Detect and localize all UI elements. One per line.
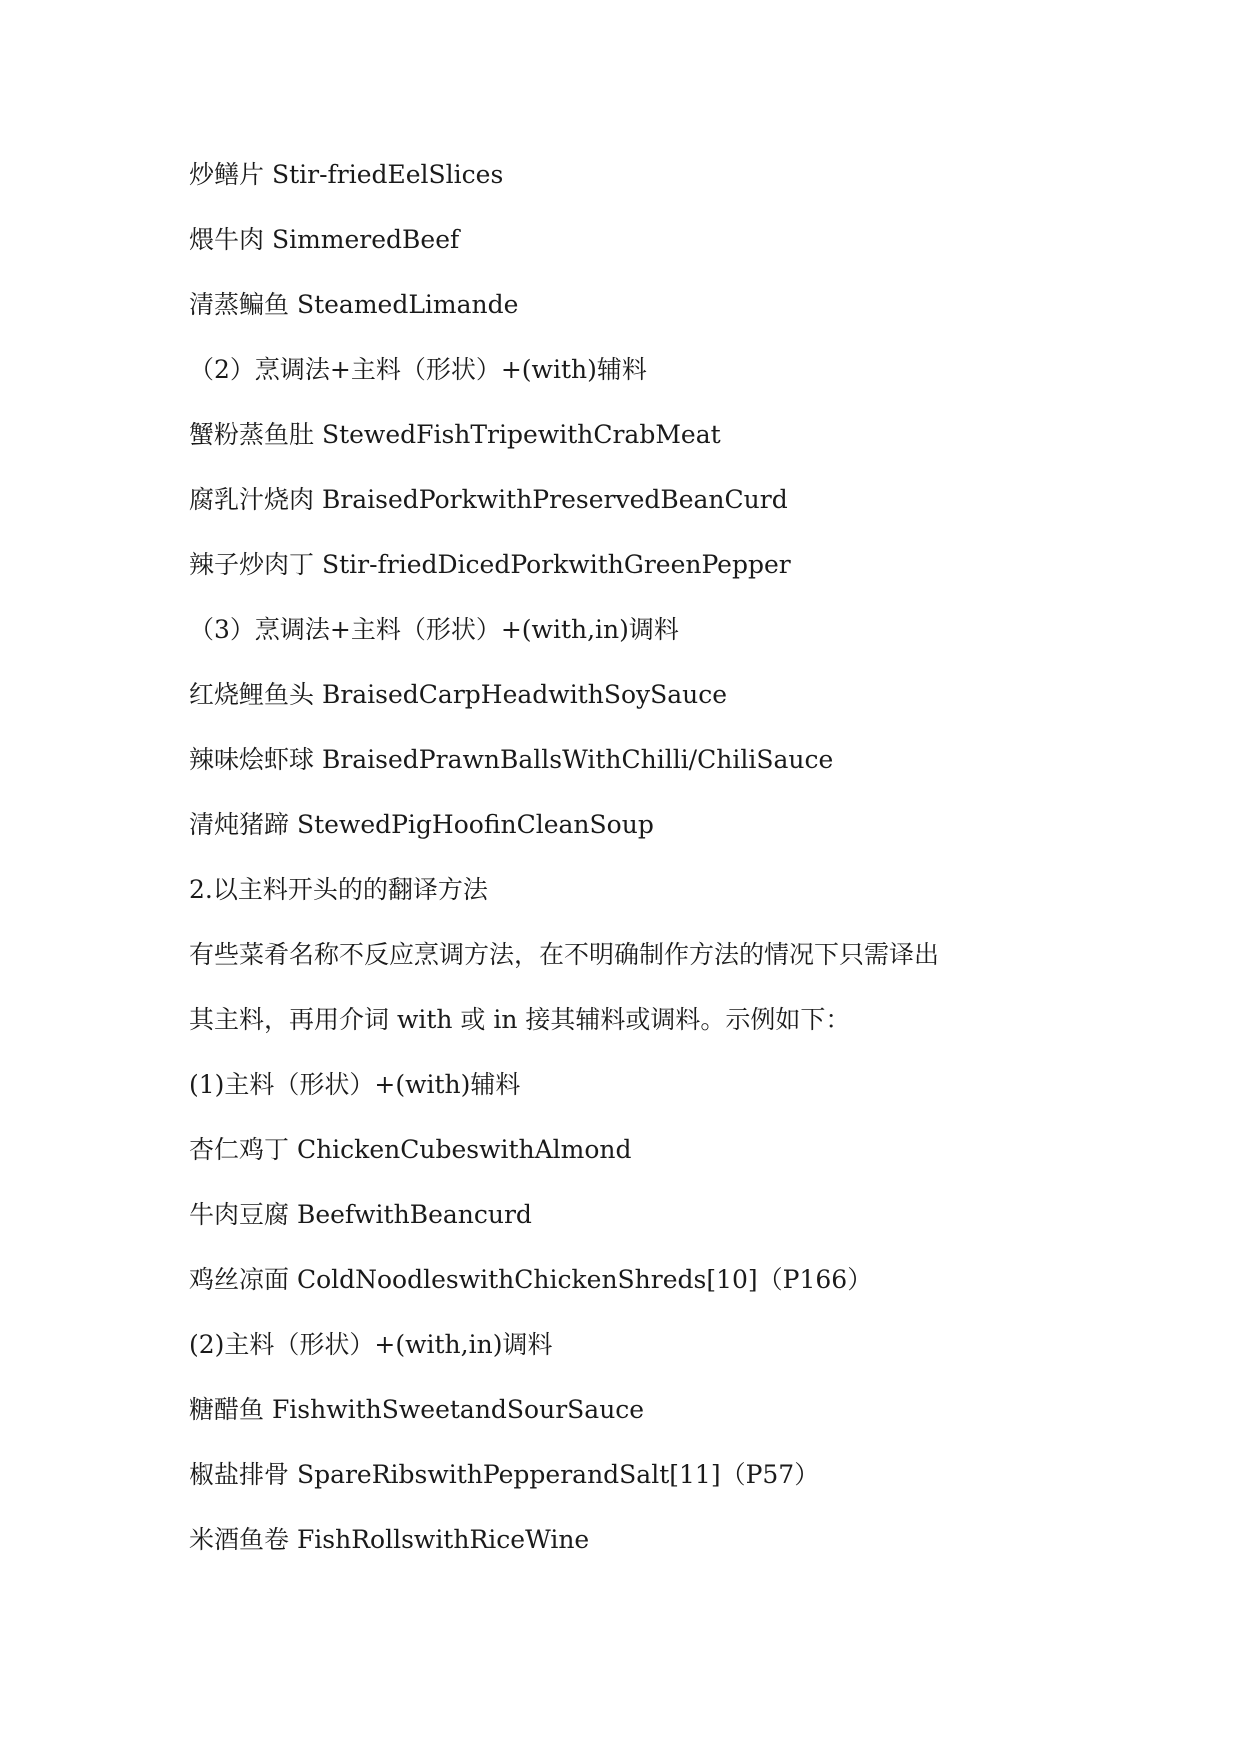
paragraph-line: 其主料，再用介词 with 或 in 接其辅料或调料。示例如下： [189,1005,851,1034]
section-heading: 2.以主料开头的的翻译方法 [189,875,488,904]
dish-line: 米酒鱼卷 FishRollswithRiceWine [189,1525,590,1554]
dish-line: 辣子炒肉丁 Stir-friedDicedPorkwithGreenPepper [189,550,791,579]
pattern-heading: （3）烹调法+主料（形状）+(with,in)调料 [189,615,679,644]
dish-line: 杏仁鸡丁 ChickenCubeswithAlmond [189,1135,632,1164]
pattern-heading: （2）烹调法+主料（形状）+(with)辅料 [189,355,647,384]
paragraph-line: 有些菜肴名称不反应烹调方法，在不明确制作方法的情况下只需译出 [189,940,940,969]
dish-line: 椒盐排骨 SpareRibswithPepperandSalt[11]（P57） [189,1460,820,1489]
dish-line: 腐乳汁烧肉 BraisedPorkwithPreservedBeanCurd [189,485,788,514]
dish-line: 牛肉豆腐 BeefwithBeancurd [189,1200,532,1229]
dish-line: 辣味烩虾球 BraisedPrawnBallsWithChilli/ChiliSauce [189,745,834,774]
pattern-heading: (2)主料（形状）+(with,in)调料 [189,1330,553,1359]
dish-line: 清蒸鳊鱼 SteamedLimande [189,290,519,319]
pattern-heading: (1)主料（形状）+(with)辅料 [189,1070,521,1099]
dish-line: 炒鳝片 Stir-friedEelSlices [189,160,504,189]
dish-line: 煨牛肉 SimmeredBeef [189,225,460,254]
dish-line: 鸡丝凉面 ColdNoodleswithChickenShreds[10]（P166） [189,1265,873,1294]
dish-line: 糖醋鱼 FishwithSweetandSourSauce [189,1395,645,1424]
dish-line: 蟹粉蒸鱼肚 StewedFishTripewithCrabMeat [189,420,721,449]
dish-line: 清炖猪蹄 StewedPigHoofinCleanSoup [189,810,654,839]
dish-line: 红烧鲤鱼头 BraisedCarpHeadwithSoySauce [189,680,728,709]
document-body [189,155,1069,1585]
